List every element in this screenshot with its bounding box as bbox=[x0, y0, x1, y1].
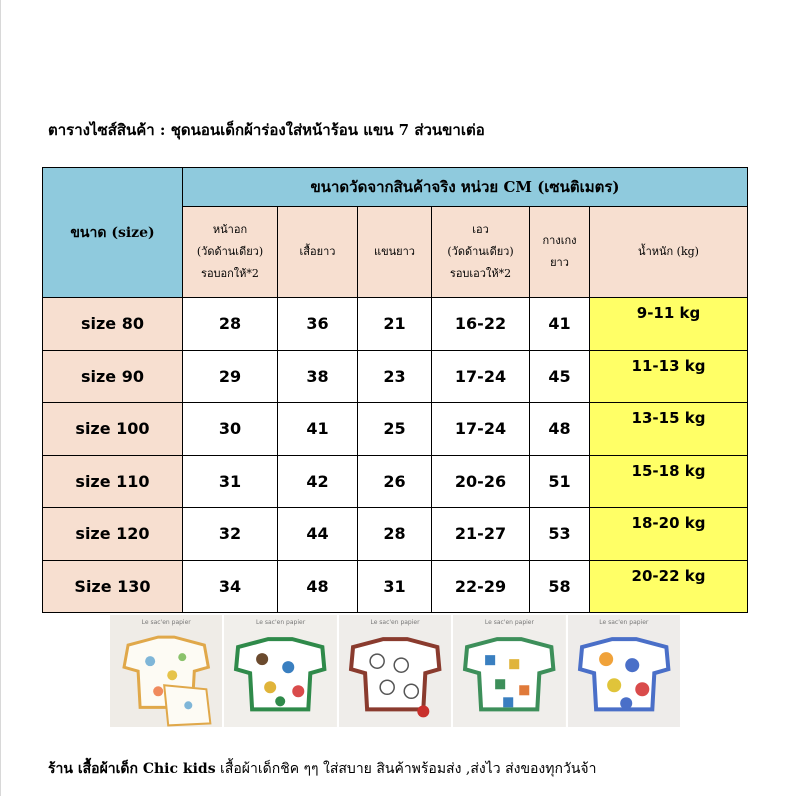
shirt-length-cell: 48 bbox=[278, 560, 358, 613]
pajama-dinosaur-image bbox=[110, 615, 222, 727]
shirt-length-cell: 44 bbox=[278, 508, 358, 561]
table-row bbox=[43, 403, 748, 456]
pajama-blocks-image bbox=[453, 615, 565, 727]
size-cell: size 100 bbox=[43, 403, 183, 456]
weight-cell: 20-22 kg bbox=[590, 560, 748, 613]
chest-cell: 30 bbox=[183, 403, 278, 456]
waist-cell: 17-24 bbox=[432, 403, 530, 456]
weight-cell: 9-11 kg bbox=[590, 298, 748, 351]
weight-column-header: น้ำหนัก (kg) bbox=[590, 207, 748, 298]
product-photo: Le sac'en papier bbox=[453, 615, 565, 727]
shirt-length-cell: 41 bbox=[278, 403, 358, 456]
weight-cell: 15-18 kg bbox=[590, 455, 748, 508]
shirt-length-cell: 36 bbox=[278, 298, 358, 351]
product-photo: Le sac'en papier bbox=[110, 615, 222, 727]
chest-column-header: หน้าอก (วัดด้านเดียว) รอบอกให้*2 bbox=[183, 207, 278, 298]
pants-length-cell: 41 bbox=[530, 298, 590, 351]
product-photo-strip bbox=[110, 615, 680, 727]
table-row bbox=[43, 298, 748, 351]
chest-cell: 34 bbox=[183, 560, 278, 613]
pajama-smiley-image bbox=[568, 615, 680, 727]
pants-length-cell: 58 bbox=[530, 560, 590, 613]
waist-cell: 22-29 bbox=[432, 560, 530, 613]
sleeve-length-cell: 23 bbox=[358, 350, 432, 403]
shop-tagline: เสื้อผ้าเด็กชิค ๆๆ ใส่สบาย สินค้าพร้อมส่ง ,ส่งไว ส่งของทุกวันจ้า bbox=[215, 761, 597, 777]
size-column-header: ขนาด (size) bbox=[43, 168, 183, 298]
pajama-bear-image bbox=[224, 615, 336, 727]
shirt-length-cell: 42 bbox=[278, 455, 358, 508]
pants-length-cell: 53 bbox=[530, 508, 590, 561]
size-cell: size 110 bbox=[43, 455, 183, 508]
table-row bbox=[43, 455, 748, 508]
weight-cell: 13-15 kg bbox=[590, 403, 748, 456]
pants-length-cell: 51 bbox=[530, 455, 590, 508]
page-edge bbox=[0, 0, 1, 796]
table-row bbox=[43, 350, 748, 403]
table-row bbox=[43, 560, 748, 613]
chest-cell: 31 bbox=[183, 455, 278, 508]
waist-cell: 16-22 bbox=[432, 298, 530, 351]
shop-name: ร้าน เสื้อผ้าเด็ก Chic kids bbox=[48, 761, 216, 777]
shop-footer bbox=[48, 758, 596, 780]
chest-cell: 28 bbox=[183, 298, 278, 351]
sleeve-length-cell: 25 bbox=[358, 403, 432, 456]
size-cell: size 90 bbox=[43, 350, 183, 403]
page-title: ตารางไซส์สินค้า : ชุดนอนเด็กผ้าร่องใส่หน้าร้อน แขน 7 ส่วนขาเต่อ bbox=[48, 121, 485, 139]
measure-header: ขนาดวัดจากสินค้าจริง หน่วย CM (เซนติเมตร) bbox=[183, 168, 748, 207]
size-cell: Size 130 bbox=[43, 560, 183, 613]
size-cell: size 120 bbox=[43, 508, 183, 561]
pajama-bear-outline-image bbox=[339, 615, 451, 727]
weight-cell: 11-13 kg bbox=[590, 350, 748, 403]
product-photo: Le sac'en papier bbox=[568, 615, 680, 727]
pants-length-cell: 48 bbox=[530, 403, 590, 456]
chest-cell: 29 bbox=[183, 350, 278, 403]
chest-cell: 32 bbox=[183, 508, 278, 561]
sleeve-length-cell: 26 bbox=[358, 455, 432, 508]
size-chart-table bbox=[42, 167, 748, 613]
table-row bbox=[43, 508, 748, 561]
weight-cell: 18-20 kg bbox=[590, 508, 748, 561]
sleeve-length-cell: 28 bbox=[358, 508, 432, 561]
sleeve-length-cell: 31 bbox=[358, 560, 432, 613]
waist-cell: 21-27 bbox=[432, 508, 530, 561]
product-photo: Le sac'en papier bbox=[339, 615, 451, 727]
product-photo: Le sac'en papier bbox=[224, 615, 336, 727]
pants-length-cell: 45 bbox=[530, 350, 590, 403]
waist-column-header: เอว (วัดด้านเดียว) รอบเอวให้*2 bbox=[432, 207, 530, 298]
shirt-length-cell: 38 bbox=[278, 350, 358, 403]
waist-cell: 20-26 bbox=[432, 455, 530, 508]
sleeve-length-cell: 21 bbox=[358, 298, 432, 351]
size-cell: size 80 bbox=[43, 298, 183, 351]
pants-length-column-header: กางเกง ยาว bbox=[530, 207, 590, 298]
waist-cell: 17-24 bbox=[432, 350, 530, 403]
sleeve-length-column-header: แขนยาว bbox=[358, 207, 432, 298]
shirt-length-column-header: เสื้อยาว bbox=[278, 207, 358, 298]
